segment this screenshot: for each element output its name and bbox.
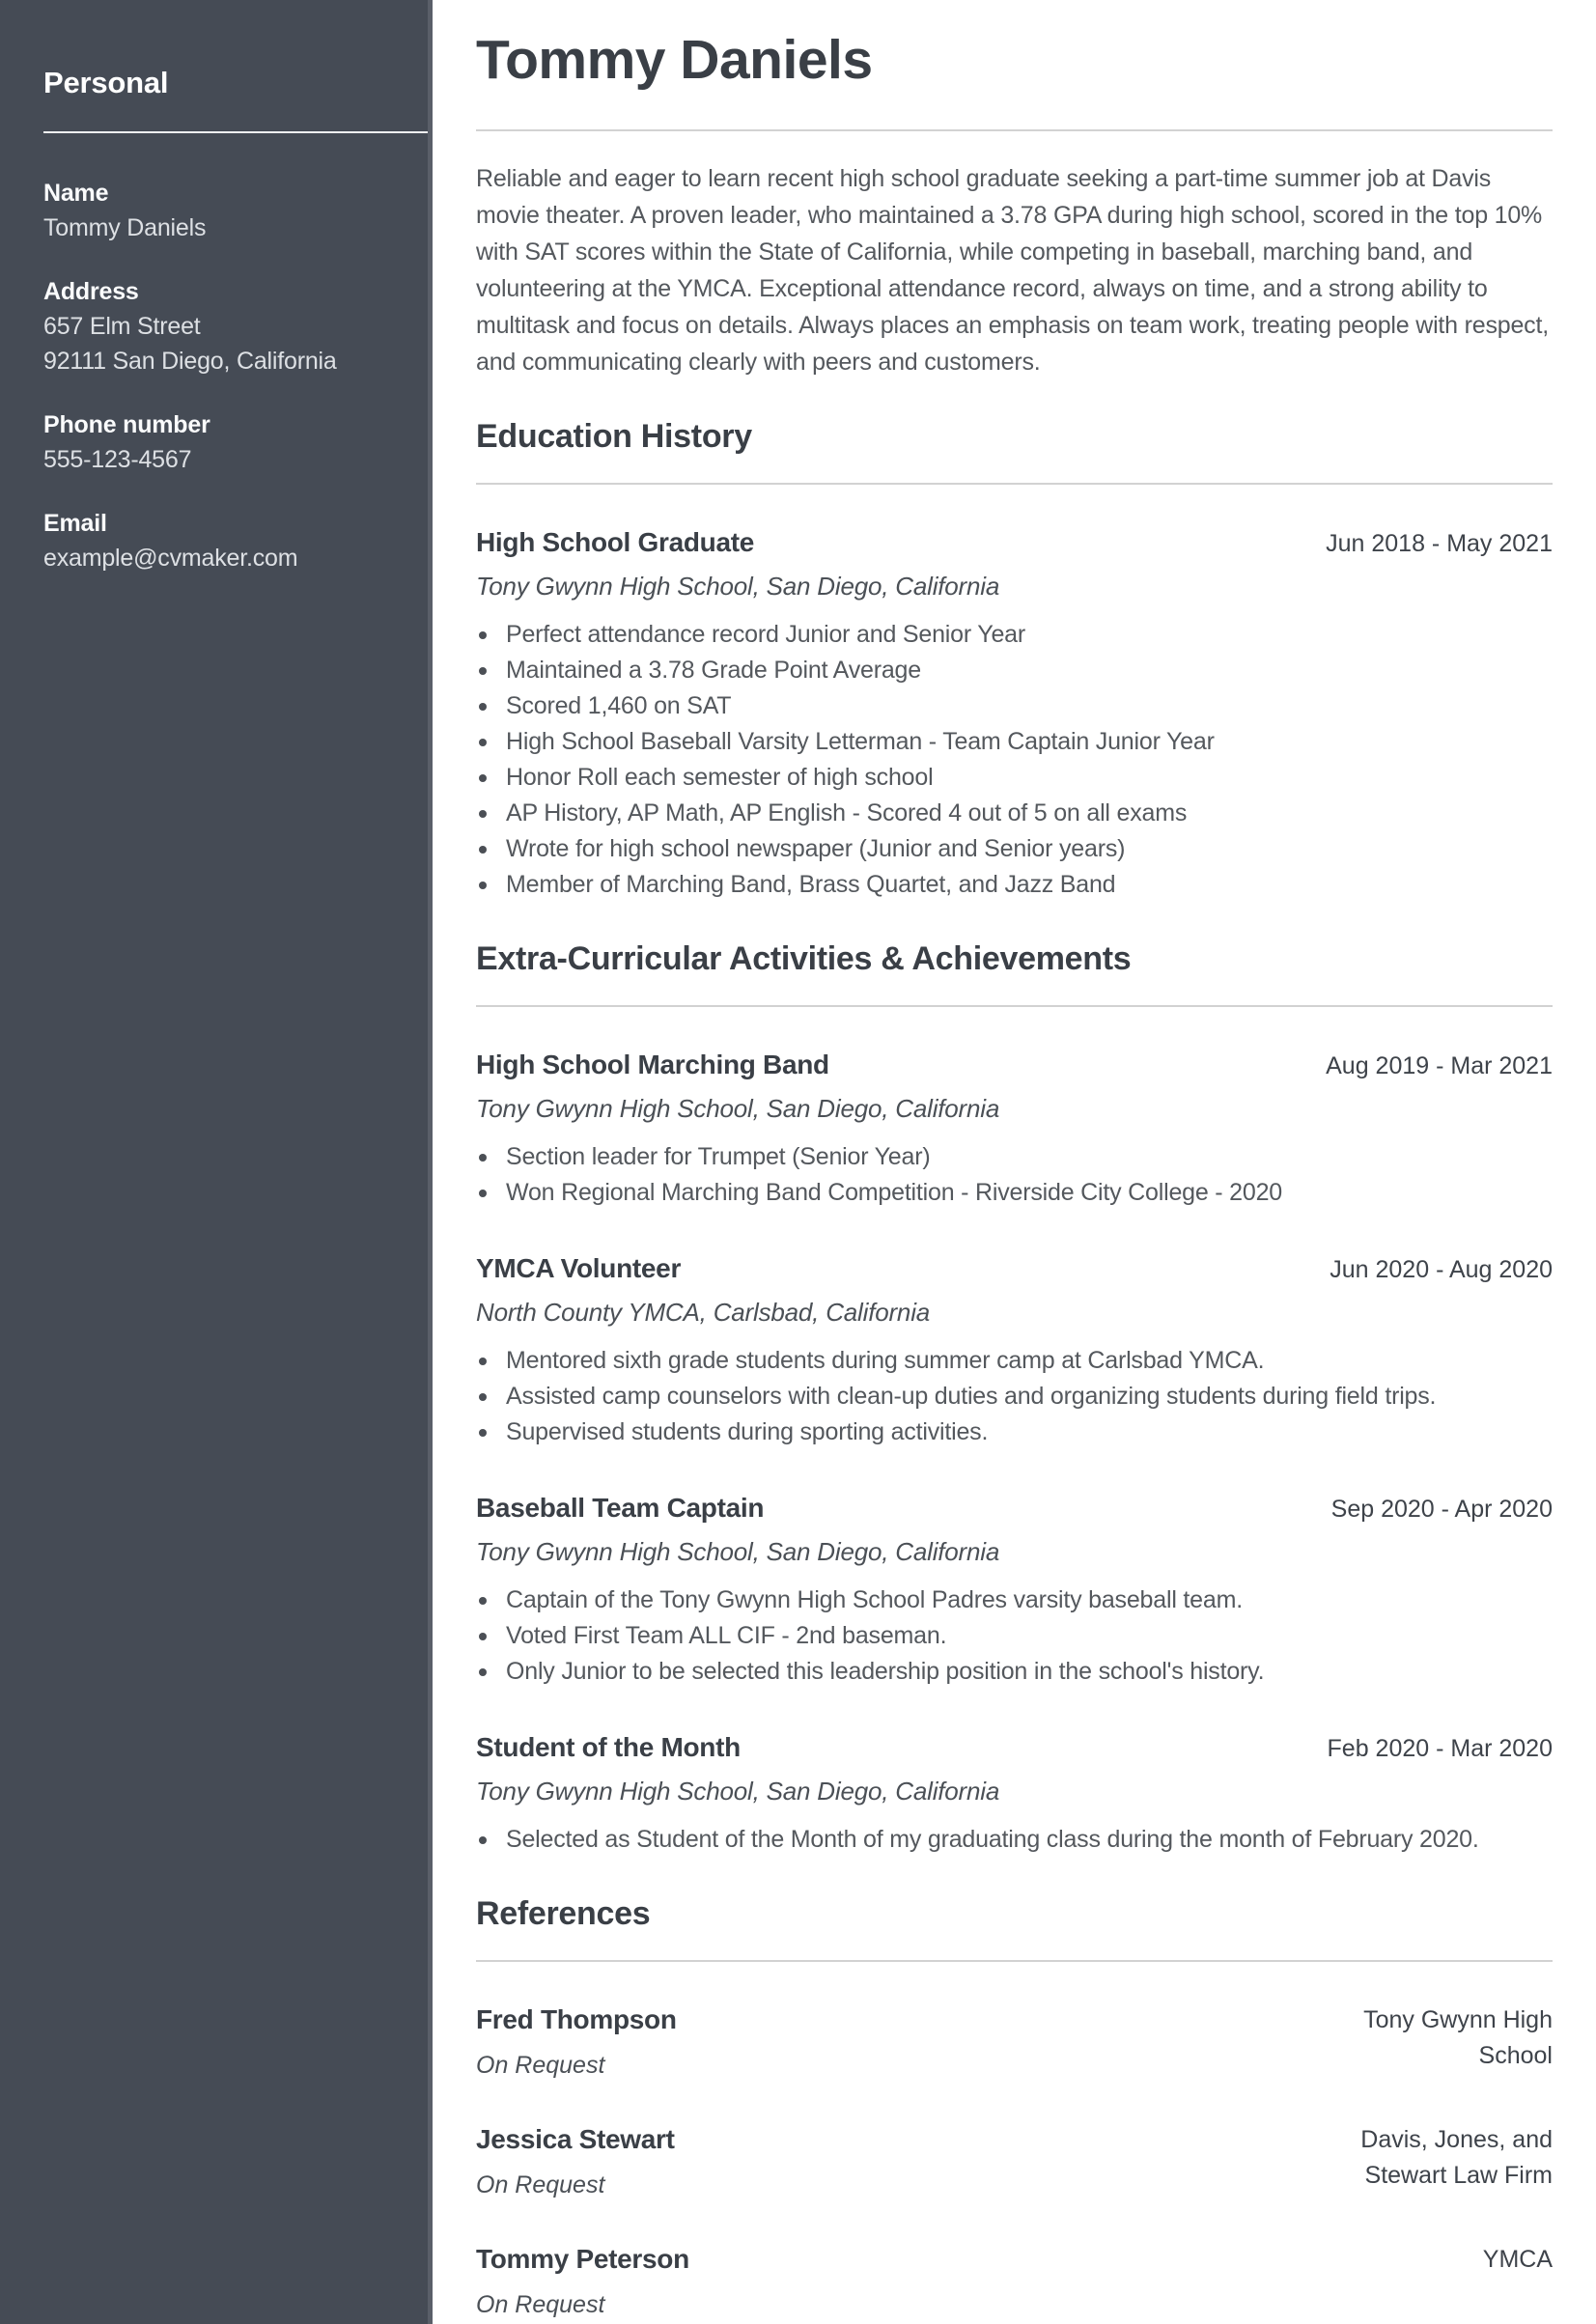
reference-name: Fred Thompson: [476, 2004, 677, 2034]
entry-date: Aug 2019 - Mar 2021: [1326, 1052, 1553, 1079]
entry-student-of-month: [476, 1730, 1553, 1858]
section-divider: [476, 483, 1553, 485]
entry-bullet-list: [476, 1822, 1553, 1858]
summary-paragraph: Reliable and eager to learn recent high school graduate seeking a part-time summer job at Davis movie theater. A proven leader, who maintained a 3.78 GPA during high school, scored in the top 10% with SAT scores within the State of California, while competing in baseball, marching band, and volunteering at the YMCA. Exceptional attendance record, always on time, and a strong ability to multitask and focus on details. Always places an emphasis on team work, treating people with respect, and communicating clearly with peers and customers.: [476, 165, 1549, 376]
section-title: Extra-Curricular Activities & Achievements: [476, 940, 1132, 977]
reference-row: [476, 2002, 1553, 2082]
sidebar-heading: Personal: [43, 66, 169, 99]
reference-left: [476, 2002, 677, 2082]
entry-header: [476, 1251, 1553, 1286]
entry-subtitle: Tony Gwynn High School, San Diego, California: [476, 572, 1000, 601]
entry-header: [476, 1491, 1553, 1526]
field-address-line2: 92111 San Diego, California: [43, 348, 337, 375]
field-email-value: example@cvmaker.com: [43, 545, 298, 572]
reference-organization: Tony Gwynn High School: [1363, 2006, 1553, 2069]
entry-bullet-list: [476, 617, 1553, 903]
entry-date: Jun 2020 - Aug 2020: [1330, 1256, 1553, 1283]
field-name-label: Name: [43, 180, 109, 207]
field-phone-label: Phone number: [43, 411, 210, 438]
entry-subtitle: Tony Gwynn High School, San Diego, California: [476, 1094, 1000, 1123]
title-divider: [476, 129, 1553, 131]
field-email-label: Email: [43, 510, 107, 537]
entry-header: [476, 525, 1553, 560]
reference-name: Jessica Stewart: [476, 2124, 675, 2154]
entry-bullet-list: [476, 1582, 1553, 1690]
bullet-item: High School Baseball Varsity Letterman - Team Captain Junior Year: [476, 724, 1553, 760]
bullet-item: Maintained a 3.78 Grade Point Average: [476, 653, 1553, 688]
reference-row: [476, 2242, 1553, 2321]
entry-title: Student of the Month: [476, 1732, 741, 1762]
section-education-history: [476, 415, 1553, 903]
entry-title: YMCA Volunteer: [476, 1253, 682, 1283]
section-divider: [476, 1005, 1553, 1007]
field-phone: [43, 407, 428, 477]
field-address-line1: 657 Elm Street: [43, 313, 201, 340]
entry-title: High School Graduate: [476, 527, 755, 557]
bullet-item: AP History, AP Math, AP English - Scored 4 out of 5 on all exams: [476, 796, 1553, 831]
bullet-item: Mentored sixth grade students during summer camp at Carlsbad YMCA.: [476, 1343, 1553, 1379]
bullet-item: Member of Marching Band, Brass Quartet, and Jazz Band: [476, 867, 1553, 903]
entry-baseball-captain: [476, 1491, 1553, 1690]
entry-date: Sep 2020 - Apr 2020: [1330, 1496, 1553, 1523]
entry-bullet-list: [476, 1139, 1553, 1211]
bullet-item: Wrote for high school newspaper (Junior and Senior years): [476, 831, 1553, 867]
reference-organization: YMCA: [1482, 2246, 1553, 2273]
resume-body: [433, 0, 1596, 2318]
entry-ymca-volunteer: [476, 1251, 1553, 1450]
section-title: References: [476, 1895, 651, 1932]
bullet-item: Honor Roll each semester of high school: [476, 760, 1553, 796]
section-extra-curricular: [476, 938, 1553, 1858]
entry-title: Baseball Team Captain: [476, 1493, 765, 1523]
reference-organization: Davis, Jones, and Stewart Law Firm: [1360, 2126, 1553, 2189]
bullet-item: Section leader for Trumpet (Senior Year): [476, 1139, 1553, 1175]
reference-availability: On Request: [476, 2291, 605, 2318]
entry-high-school-graduate: [476, 525, 1553, 903]
section-title: Education History: [476, 418, 752, 455]
entry-subtitle: North County YMCA, Carlsbad, California: [476, 1298, 931, 1327]
sidebar-content: [0, 66, 428, 575]
field-name: [43, 176, 428, 245]
bullet-item: Selected as Student of the Month of my graduating class during the month of February 2020.: [476, 1822, 1553, 1858]
reference-availability: On Request: [476, 2171, 605, 2198]
bullet-item: Voted First Team ALL CIF - 2nd baseman.: [476, 1618, 1553, 1654]
bullet-item: Assisted camp counselors with clean-up duties and organizing students during field trips.: [476, 1379, 1553, 1414]
entry-subtitle: Tony Gwynn High School, San Diego, California: [476, 1777, 1000, 1806]
bullet-item: Won Regional Marching Band Competition - Riverside City College - 2020: [476, 1175, 1553, 1211]
reference-row: [476, 2122, 1553, 2201]
bullet-item: Scored 1,460 on SAT: [476, 688, 1553, 724]
sidebar-fields: [43, 133, 428, 575]
entry-marching-band: [476, 1048, 1553, 1211]
reference-left: [476, 2242, 689, 2321]
reference-name: Tommy Peterson: [476, 2244, 689, 2274]
bullet-item: Perfect attendance record Junior and Senior Year: [476, 617, 1553, 653]
field-phone-value: 555-123-4567: [43, 446, 192, 473]
entry-title: High School Marching Band: [476, 1050, 829, 1079]
entry-date: Jun 2018 - May 2021: [1326, 530, 1553, 557]
field-name-value: Tommy Daniels: [43, 214, 207, 241]
bullet-item: Supervised students during sporting activities.: [476, 1414, 1553, 1450]
bullet-item: Captain of the Tony Gwynn High School Padres varsity baseball team.: [476, 1582, 1553, 1618]
personal-sidebar: [0, 0, 433, 2324]
page-title: Tommy Daniels: [476, 29, 873, 91]
bullet-item: Only Junior to be selected this leadership position in the school's history.: [476, 1654, 1553, 1690]
entry-header: [476, 1048, 1553, 1082]
field-email: [43, 506, 428, 575]
entry-date: Feb 2020 - Mar 2020: [1327, 1735, 1553, 1762]
reference-left: [476, 2122, 675, 2201]
entry-header: [476, 1730, 1553, 1765]
section-divider: [476, 1960, 1553, 1962]
reference-availability: On Request: [476, 2052, 605, 2079]
entry-bullet-list: [476, 1343, 1553, 1450]
field-address-label: Address: [43, 278, 139, 305]
entry-subtitle: Tony Gwynn High School, San Diego, California: [476, 1537, 1000, 1566]
field-address: [43, 274, 428, 378]
section-references: [476, 1892, 1553, 2321]
